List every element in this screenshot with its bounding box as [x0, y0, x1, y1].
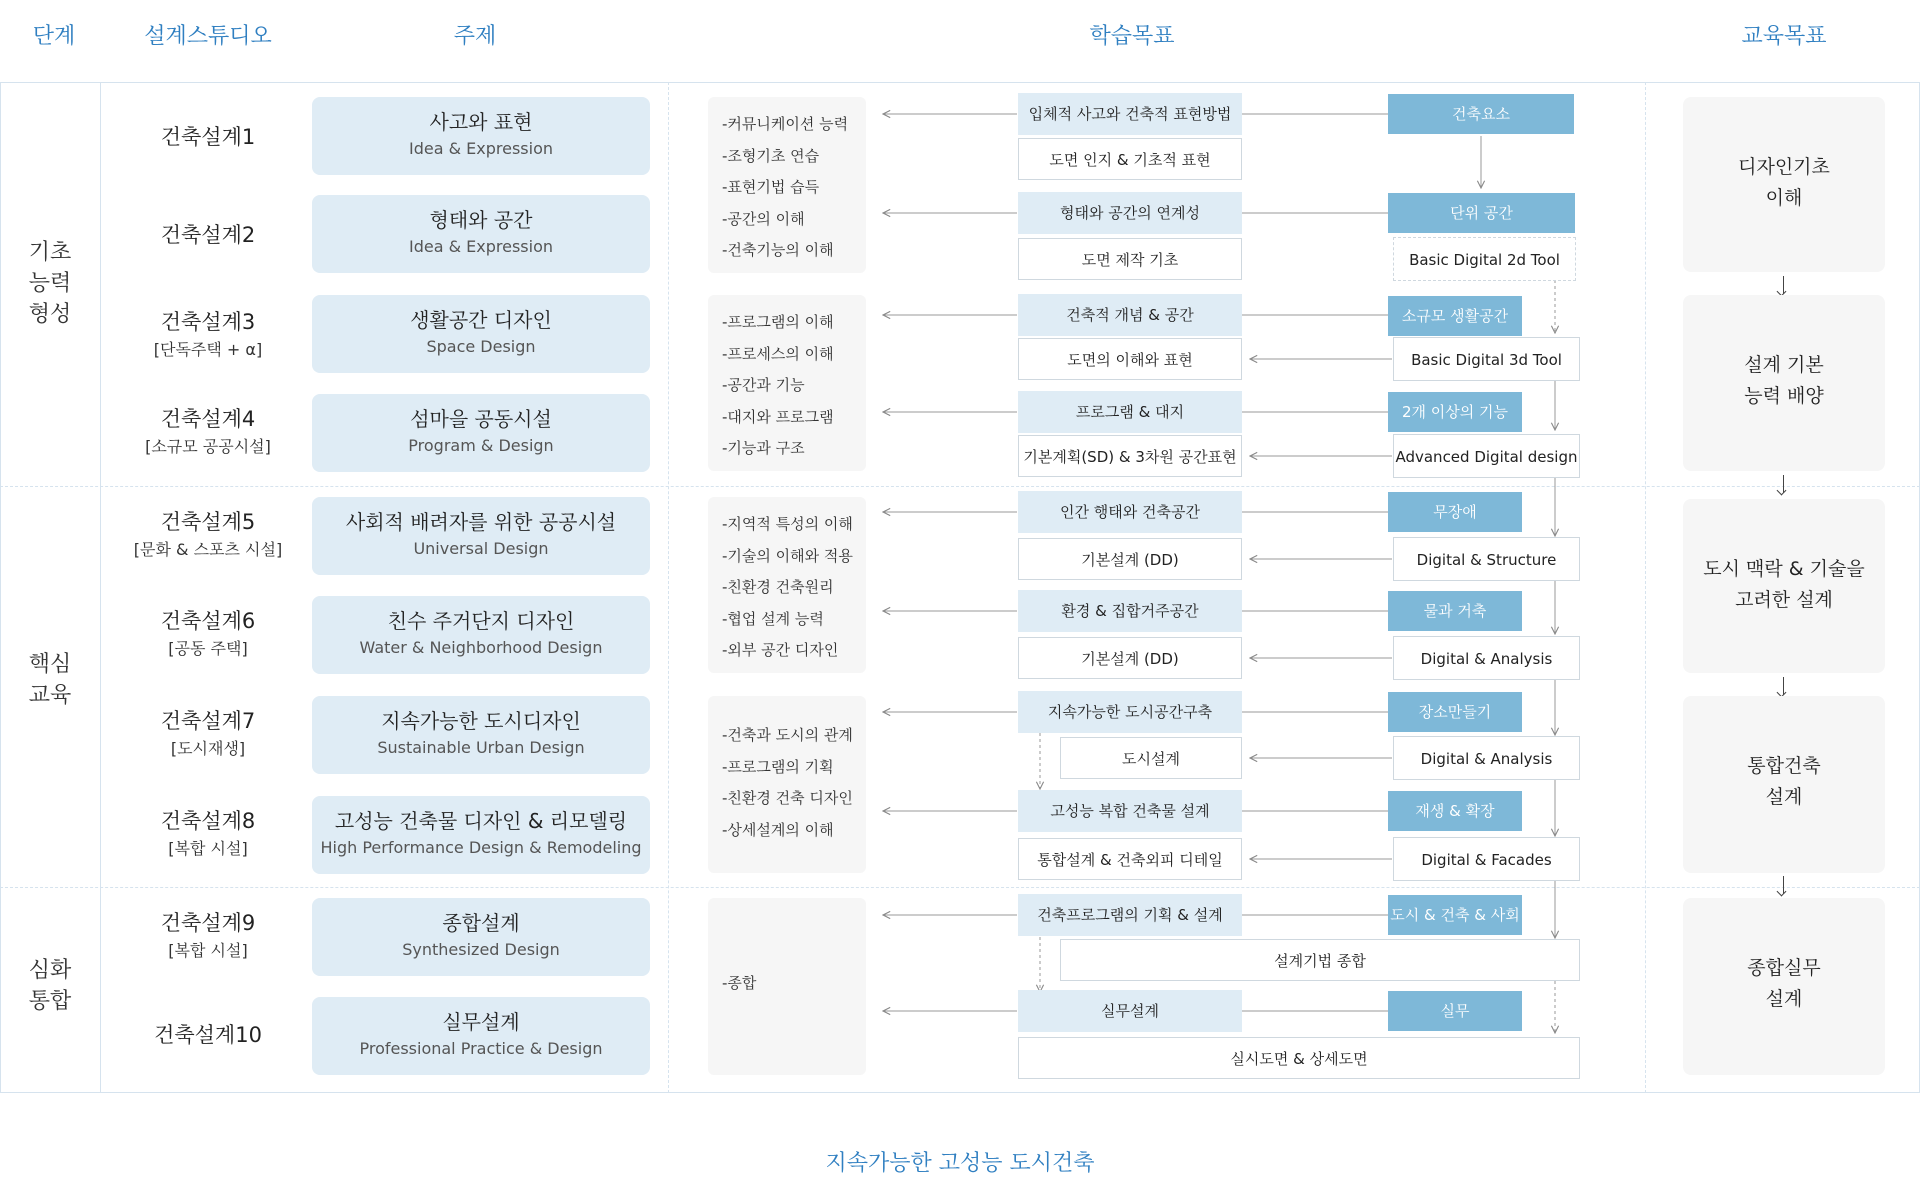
- header-stage: 단계: [32, 24, 76, 49]
- objective-group-3: -지역적 특성의 이해 -기술의 이해와 적용 -친환경 건축원리 -협업 설계 능력 -외부 공간 디자인: [708, 497, 866, 673]
- studio-2: 건축설계2: [160, 223, 256, 247]
- tool-box-6: Digital & Analysis: [1393, 736, 1580, 780]
- goal-5: 종합실무 설계: [1683, 898, 1885, 1075]
- topic-2: 형태와 공간 Idea & Expression: [312, 195, 650, 273]
- topic-3: 생활공간 디자인 Space Design: [312, 295, 650, 373]
- goal-2: 설계 기본 능력 배양: [1683, 295, 1885, 471]
- goal-4: 통합건축 설계: [1683, 696, 1885, 873]
- topic-1: 사고와 표현 Idea & Expression: [312, 97, 650, 175]
- studio-1: 건축설계1: [160, 125, 256, 149]
- learning-box-3: 형태와 공간의 연계성: [1018, 192, 1242, 234]
- objective-group-1: -커뮤니케이션 능력 -조형기초 연습 -표현기법 습득 -공간의 이해 -건축기능의 이해: [708, 97, 866, 273]
- studio-10: 건축설계10: [154, 1023, 262, 1047]
- learning-box-11: 환경 & 집합거주공간: [1018, 590, 1242, 632]
- studio-5: 건축설계5 [문화 & 스포츠 시설]: [133, 510, 283, 559]
- element-box-7: 장소만들기: [1388, 692, 1522, 732]
- learning-box-16: 통합설계 & 건축외피 디테일: [1018, 838, 1242, 880]
- element-box-9: 도시 & 건축 & 사회: [1388, 895, 1522, 935]
- stage-core: 핵심 교육: [28, 652, 72, 708]
- element-box-3: 소규모 생활공간: [1388, 296, 1522, 336]
- tool-box-1: Basic Digital 2d Tool: [1393, 237, 1576, 281]
- header-education: 교육목표: [1741, 24, 1827, 49]
- tool-box-4: Digital & Structure: [1393, 537, 1580, 581]
- learning-box-6: 도면의 이해와 표현: [1018, 338, 1242, 380]
- learning-box-18: 설계기법 종합: [1060, 939, 1580, 981]
- learning-box-1: 입체적 사고와 건축적 표현방법: [1018, 93, 1242, 135]
- goal-arrow-1: [1783, 276, 1784, 294]
- tool-box-7: Digital & Facades: [1393, 837, 1580, 881]
- learning-box-20: 실시도면 & 상세도면: [1018, 1037, 1580, 1079]
- element-box-8: 재생 & 확장: [1388, 791, 1522, 831]
- header-learning: 학습목표: [1089, 24, 1175, 49]
- topic-8: 고성능 건축물 디자인 & 리모델링 High Performance Design & Remodeling: [312, 796, 650, 874]
- objective-group-5: -종합: [708, 898, 866, 1075]
- stage-basic: 기초 능력 형성: [28, 240, 72, 327]
- goal-1: 디자인기초 이해: [1683, 97, 1885, 272]
- studio-6: 건축설계6 [공동 주택]: [160, 609, 256, 658]
- learning-box-10: 기본설계 (DD): [1018, 538, 1242, 580]
- element-box-5: 무장애: [1388, 492, 1522, 532]
- header-studio: 설계스튜디오: [144, 24, 272, 49]
- learning-box-7: 프로그램 & 대지: [1018, 391, 1242, 433]
- element-box-10: 실무: [1388, 991, 1522, 1031]
- tool-box-5: Digital & Analysis: [1393, 636, 1580, 680]
- element-box-6: 물과 거축: [1388, 591, 1522, 631]
- learning-box-4: 도면 제작 기초: [1018, 238, 1242, 280]
- element-box-2: 단위 공간: [1388, 193, 1575, 233]
- objective-group-2: -프로그램의 이해 -프로세스의 이해 -공간과 기능 -대지와 프로그램 -기능과 구조: [708, 295, 866, 471]
- goal-3: 도시 맥락 & 기술을 고려한 설계: [1683, 499, 1885, 673]
- learning-box-5: 건축적 개념 & 공간: [1018, 294, 1242, 336]
- element-box-1: 건축요소: [1388, 94, 1574, 134]
- learning-box-19: 실무설계: [1018, 990, 1242, 1032]
- learning-box-17: 건축프로그램의 기획 & 설계: [1018, 894, 1242, 936]
- topic-6: 친수 주거단지 디자인 Water & Neighborhood Design: [312, 596, 650, 674]
- objective-group-4: -건축과 도시의 관계 -프로그램의 기획 -친환경 건축 디자인 -상세설계의 이해: [708, 696, 866, 873]
- learning-box-13: 지속가능한 도시공간구축: [1018, 691, 1242, 733]
- studio-9: 건축설계9 [복합 시설]: [160, 911, 256, 960]
- tool-box-2: Basic Digital 3d Tool: [1393, 337, 1580, 381]
- tool-box-3: Advanced Digital design: [1393, 434, 1580, 478]
- footer-title: 지속가능한 고성능 도시건축: [825, 1151, 1095, 1176]
- goal-arrow-2: [1783, 475, 1784, 493]
- topic-5: 사회적 배려자를 위한 공공시설 Universal Design: [312, 497, 650, 575]
- topic-7: 지속가능한 도시디자인 Sustainable Urban Design: [312, 696, 650, 774]
- studio-7: 건축설계7 [도시재생]: [160, 709, 256, 758]
- learning-box-8: 기본계획(SD) & 3차원 공간표현: [1018, 435, 1242, 477]
- topic-9: 종합설계 Synthesized Design: [312, 898, 650, 976]
- goal-arrow-4: [1783, 876, 1784, 894]
- topic-4: 섬마을 공동시설 Program & Design: [312, 394, 650, 472]
- studio-3: 건축설계3 [단독주택 + α]: [153, 310, 263, 359]
- topic-10: 실무설계 Professional Practice & Design: [312, 997, 650, 1075]
- goal-arrow-3: [1783, 677, 1784, 695]
- element-box-4: 2개 이상의 기능: [1388, 392, 1522, 432]
- learning-box-15: 고성능 복합 건축물 설계: [1018, 790, 1242, 832]
- studio-4: 건축설계4 [소규모 공공시설]: [145, 407, 271, 456]
- stage-advanced: 심화 통합: [28, 958, 72, 1014]
- learning-box-9: 인간 행태와 건축공간: [1018, 491, 1242, 533]
- learning-box-2: 도면 인지 & 기초적 표현: [1018, 138, 1242, 180]
- studio-8: 건축설계8 [복합 시설]: [160, 809, 256, 858]
- learning-box-14: 도시설계: [1060, 737, 1242, 779]
- header-topic: 주제: [453, 24, 497, 49]
- learning-box-12: 기본설계 (DD): [1018, 637, 1242, 679]
